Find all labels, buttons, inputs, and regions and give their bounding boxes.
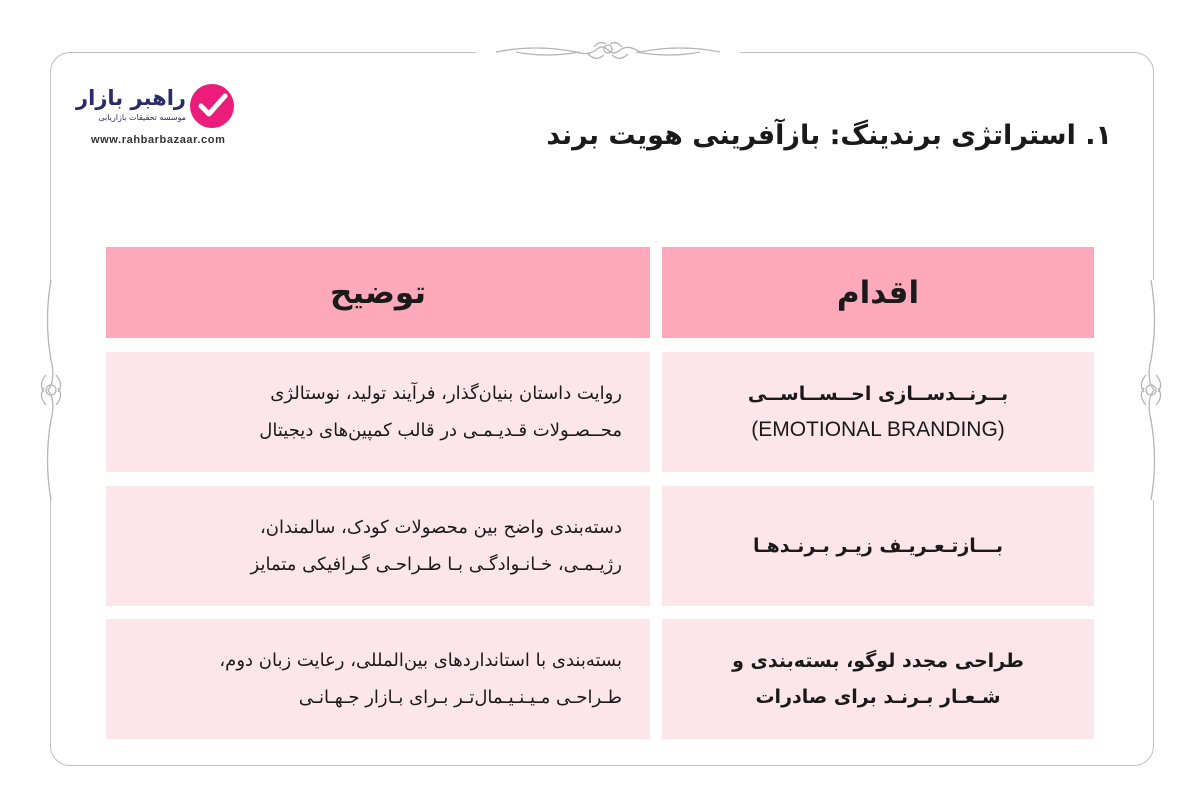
- table-row-1-action: [662, 352, 1094, 472]
- description-line: دسته‌بندی واضح بین محصولات کودک، سالمندان،: [259, 517, 622, 538]
- right-ornament-icon: [1136, 280, 1166, 500]
- header-action: [662, 247, 1094, 338]
- brand-name: راهبر بازار: [76, 86, 186, 110]
- table-row-1-description: [106, 352, 650, 472]
- table-row-3-action: [662, 619, 1094, 739]
- brand-tagline: موسسه تحقیقات بازاریابی: [98, 113, 186, 122]
- action-label: بــرنــدســازی احــســاســی: [747, 383, 1009, 405]
- table-row-2-action: [662, 486, 1094, 606]
- description-line: روایت داستان بنیان‌گذار، فرآیند تولید، نوستالژی: [270, 383, 622, 404]
- header-action-label: اقدام: [836, 274, 920, 311]
- brand-url: www.rahbarbazaar.com: [91, 134, 226, 146]
- header-description: [106, 247, 650, 338]
- description-line: محــصـولات قـدیـمـی در قالب کمپین‌های دیجیتال: [259, 420, 622, 441]
- page-title: ۱. استراتژی برندینگ: بازآفرینی هویت برند: [546, 120, 1112, 151]
- action-label-line: شـعـار بـرنـد برای صادرات: [755, 686, 1001, 708]
- header-description-label: توضیح: [329, 274, 427, 311]
- action-label: بـــازتـعـریـف زیـر بـرنـدهـا: [752, 535, 1004, 557]
- table-row-2-description: [106, 486, 650, 606]
- brand-logo[interactable]: [76, 84, 246, 150]
- action-label-english: (EMOTIONAL BRANDING): [751, 418, 1005, 441]
- table-row-3-description: [106, 619, 650, 739]
- description-line: بسته‌بندی با استانداردهای بین‌المللی، رعایت زبان دوم،: [219, 650, 622, 671]
- checkmark-circle-icon: [190, 84, 234, 128]
- top-ornament-icon: [476, 38, 740, 66]
- action-label-line: طراحی مجدد لوگو، بسته‌بندی و: [732, 650, 1024, 672]
- description-line: طـراحـی مـیـنـیـمال‌تـر بـرای بـازار جـهـانـی: [298, 687, 622, 708]
- description-line: رژیـمـی، خـانـوادگـی بـا طـراحـی گـرافیکی متمایز: [250, 554, 622, 575]
- left-ornament-icon: [36, 280, 66, 500]
